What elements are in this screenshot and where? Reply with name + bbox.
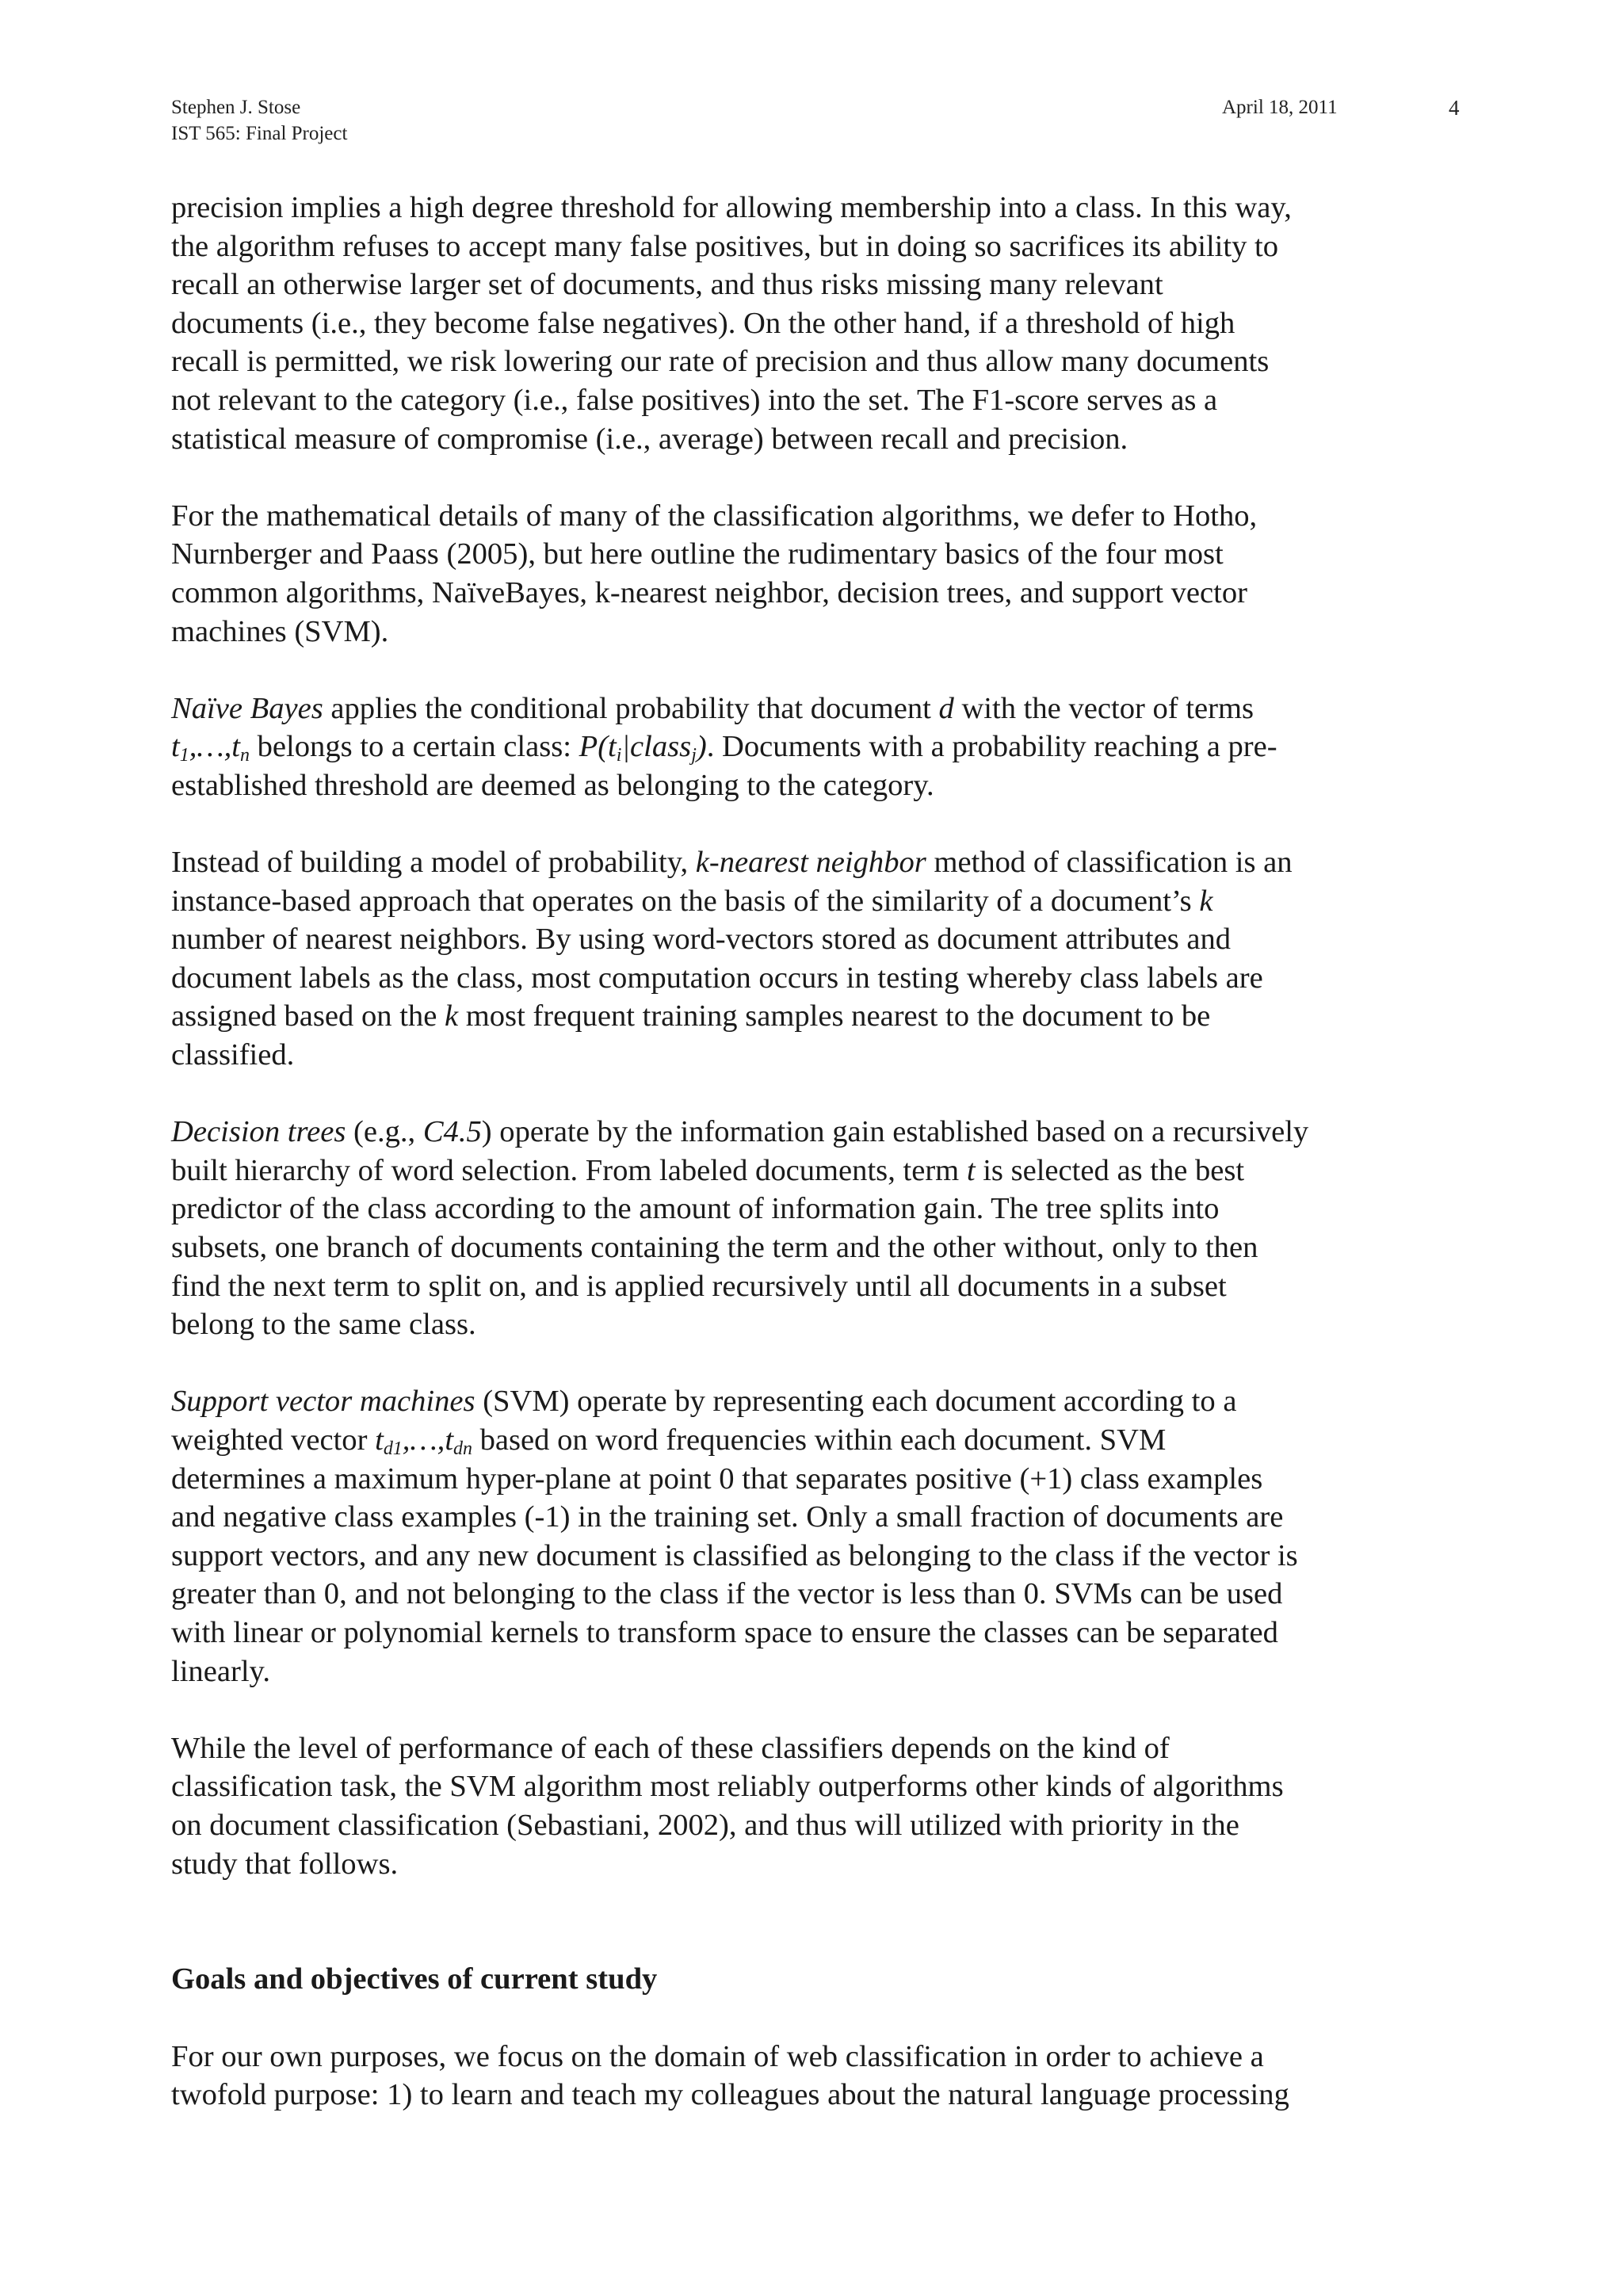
subscript: 1 — [179, 745, 189, 766]
text-fragment: method of classification is an — [926, 846, 1293, 880]
text-fragment: weighted vector — [171, 1423, 376, 1457]
paragraph-svm — [171, 1382, 1471, 1690]
page-number: 4 — [1449, 96, 1460, 120]
text-line: on document classification (Sebastiani, 2002), and thus will utilized with priority in the — [171, 1808, 1239, 1842]
text-line — [171, 1382, 1471, 1421]
variable-t: t — [171, 730, 180, 764]
text-line: classified. — [171, 1038, 295, 1072]
text-line: subsets, one branch of documents containing the term and the other without, only to then — [171, 1231, 1258, 1265]
section-heading: Goals and objectives of current study — [171, 1962, 658, 1996]
text-fragment: assigned based on the — [171, 999, 445, 1033]
variable-t: t — [445, 1423, 454, 1457]
header-author: Stephen J. Stose — [171, 97, 301, 118]
header-course: IST 565: Final Project — [171, 123, 348, 144]
variable-k: k — [1199, 884, 1213, 918]
subscript: i — [616, 745, 622, 766]
text-line: study that follows. — [171, 1847, 399, 1881]
text-line: For our own purposes, we focus on the domain of web classification in order to achieve a — [171, 2039, 1264, 2073]
text-line — [171, 728, 1471, 766]
term-knn: k-nearest neighbor — [695, 846, 926, 880]
paragraph-knn — [171, 843, 1471, 1075]
text-line: not relevant to the category (i.e., false positives) into the set. The F1-score serves as a — [171, 383, 1218, 417]
paragraph-goals — [171, 2038, 1471, 2115]
text-line: For the mathematical details of many of the classification algorithms, we defer to Hotho, — [171, 499, 1258, 533]
formula-fragment: P(t — [579, 730, 617, 764]
text-line: the algorithm refuses to accept many false positives, but in doing so sacrifices its ability to — [171, 229, 1279, 263]
text-fragment: with the vector of terms — [953, 691, 1254, 725]
variable-t: t — [231, 730, 240, 764]
header-date: April 18, 2011 — [1222, 97, 1338, 118]
text-line: and negative class examples (-1) in the training set. Only a small fraction of documents are — [171, 1500, 1284, 1534]
text-line: number of nearest neighbors. By using word-vectors stored as document attributes and — [171, 923, 1232, 957]
text-line: predictor of the class according to the amount of information gain. The tree splits into — [171, 1192, 1220, 1226]
text-line: determines a maximum hyper-plane at point 0 that separates positive (+1) class examples — [171, 1461, 1263, 1496]
variable-t: t — [375, 1423, 384, 1457]
document-body — [171, 189, 1471, 2153]
text-line: belong to the same class. — [171, 1308, 476, 1342]
text-line: classification task, the SVM algorithm most reliably outperforms other kinds of algorithms — [171, 1770, 1284, 1804]
text-fragment: belongs to a certain class: — [249, 730, 579, 764]
text-fragment: instance-based approach that operates on the basis of the similarity of a document’s — [171, 884, 1200, 918]
text-line — [171, 843, 1471, 882]
text-line: precision implies a high degree threshold for allowing membership into a class. In this way, — [171, 191, 1292, 224]
text-line: twofold purpose: 1) to learn and teach my colleagues about the natural language processing — [171, 2078, 1289, 2112]
text-fragment: ,…, — [189, 730, 232, 764]
term-decision-trees: Decision trees — [171, 1115, 346, 1149]
subscript: n — [240, 745, 250, 766]
variable-k: k — [444, 999, 459, 1033]
subscript: dn — [453, 1438, 472, 1459]
text-fragment: ) operate by the information gain established based on a recursively — [481, 1115, 1309, 1149]
formula-fragment: ) — [696, 730, 707, 764]
text-line: recall is permitted, we risk lowering our rate of precision and thus allow many documents — [171, 345, 1270, 379]
text-line: recall an otherwise larger set of documents, and thus risks missing many relevant — [171, 268, 1163, 302]
paragraph-decision-trees — [171, 1113, 1471, 1344]
text-line — [171, 1152, 1471, 1190]
text-fragment: (e.g., — [346, 1115, 423, 1149]
subscript: j — [691, 745, 697, 766]
text-fragment: . Documents with a probability reaching a pre- — [706, 730, 1277, 764]
text-line: common algorithms, NaïveBayes, k-nearest neighbor, decision trees, and support vector — [171, 575, 1247, 609]
text-line: find the next term to split on, and is applied recursively until all documents in a subset — [171, 1269, 1227, 1303]
text-line: machines (SVM). — [171, 614, 389, 648]
text-fragment: based on word frequencies within each document. SVM — [472, 1423, 1167, 1457]
text-line: established threshold are deemed as belonging to the category. — [171, 768, 934, 802]
text-line — [171, 1113, 1471, 1152]
term-c45: C4.5 — [422, 1115, 482, 1149]
text-line — [171, 997, 1471, 1036]
paragraph-precision-recall — [171, 189, 1471, 458]
formula-fragment: |class — [621, 730, 692, 764]
text-line: support vectors, and any new document is classified as belonging to the class if the vector is — [171, 1538, 1298, 1572]
text-line: documents (i.e., they become false negatives). On the other hand, if a threshold of high — [171, 306, 1235, 340]
text-fragment: (SVM) operate by representing each document according to a — [475, 1385, 1237, 1419]
text-fragment: is selected as the best — [975, 1153, 1245, 1187]
text-line — [171, 882, 1471, 921]
paragraph-naive-bayes — [171, 690, 1471, 805]
text-line — [171, 1421, 1471, 1460]
term-svm: Support vector machines — [171, 1385, 475, 1419]
text-line — [171, 690, 1471, 728]
text-line: document labels as the class, most computation occurs in testing whereby class labels are — [171, 961, 1263, 995]
text-line: with linear or polynomial kernels to transform space to ensure the classes can be separated — [171, 1615, 1278, 1649]
paragraph-algorithms-overview — [171, 497, 1471, 651]
text-fragment: applies the conditional probability that document — [323, 691, 939, 725]
subscript: d1 — [383, 1438, 403, 1459]
text-line: While the level of performance of each of these classifiers depends on the kind of — [171, 1731, 1170, 1765]
text-line: linearly. — [171, 1654, 270, 1688]
text-fragment: ,…, — [402, 1423, 445, 1457]
term-naive-bayes: Naïve Bayes — [171, 691, 323, 725]
text-fragment: most frequent training samples nearest to the document to be — [458, 999, 1211, 1033]
paragraph-performance — [171, 1729, 1471, 1883]
text-fragment: built hierarchy of word selection. From labeled documents, term — [171, 1153, 967, 1187]
variable-t: t — [966, 1153, 976, 1187]
text-fragment: Instead of building a model of probability, — [171, 846, 696, 880]
text-line: Nurnberger and Paass (2005), but here outline the rudimentary basics of the four most — [171, 537, 1224, 571]
section-spacer — [171, 1922, 1471, 1961]
text-line: greater than 0, and not belonging to the class if the vector is less than 0. SVMs can be used — [171, 1577, 1283, 1611]
variable-d: d — [938, 691, 954, 725]
text-line: statistical measure of compromise (i.e., average) between recall and precision. — [171, 422, 1128, 456]
